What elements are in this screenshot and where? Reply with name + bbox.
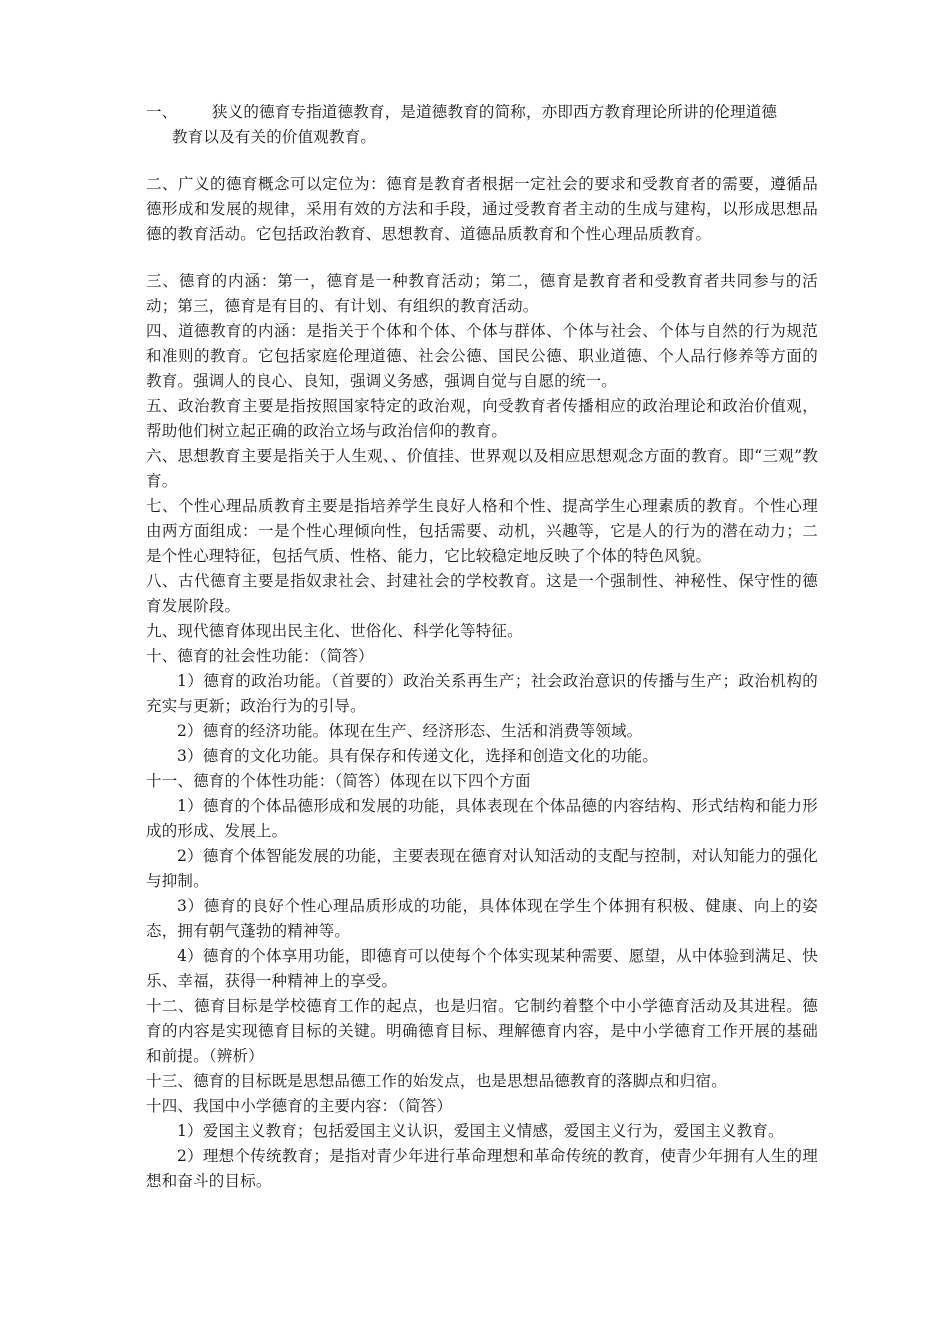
- paragraph-10-item-2: 2）德育的经济功能。体现在生产、经济形态、生活和消费等领域。: [177, 722, 643, 740]
- paragraph-5: 五、政治教育主要是指按照国家特定的政治观，向受教育者传播相应的政治理论和政治价值观，帮助他们树立起正确的政治立场与政治信仰的教育。: [146, 397, 818, 440]
- paragraph-1-body: [212, 100, 818, 125]
- paragraph-8: 八、古代德育主要是指奴隶社会、封建社会的学校教育。这是一个强制性、神秘性、保守性的德育发展阶段。: [146, 572, 818, 615]
- paragraph-9: 九、现代德育体现出民主化、世俗化、科学化等特征。: [146, 622, 523, 640]
- paragraph-14: 十四、我国中小学德育的主要内容：（简答）: [146, 1097, 453, 1115]
- paragraph-11-item-3: 3）德育的良好个性心理品质形成的功能，具体体现在学生个体拥有积极、健康、向上的姿态，拥有朝气蓬勃的精神等。: [146, 897, 818, 940]
- paragraph-10: 十、德育的社会性功能：（简答）: [146, 647, 374, 665]
- paragraph-1-line-2: 教育以及有关的价值观教育。: [172, 128, 377, 146]
- paragraph-11: 十一、德育的个体性功能：（简答）体现在以下四个方面: [146, 772, 531, 790]
- paragraph-14-item-2: 2）理想个传统教育；是指对青少年进行革命理想和革命传统的教育，使青少年拥有人生的理想和奋斗的目标。: [146, 1147, 818, 1190]
- paragraph-1-number: 一、: [146, 103, 178, 121]
- document-page: [146, 100, 818, 1194]
- paragraph-3: 三、德育的内涵：第一，德育是一种教育活动；第二，德育是教育者和受教育者共同参与的活动；第三，德育是有目的、有计划、有组织的教育活动。: [146, 272, 818, 315]
- paragraph-4: 四、道德教育的内涵：是指关于个体和个体、个体与群体、个体与社会、个体与自然的行为规范和准则的教育。它包括家庭伦理道德、社会公德、国民公德、职业道德、个人品行修养等方面的教育。强调人的良心、良知，强调义务感，强调自觉与自愿的统一。: [146, 322, 818, 390]
- paragraph-14-item-1: 1）爱国主义教育；包括爱国主义认识，爱国主义情感，爱国主义行为，爱国主义教育。: [177, 1122, 784, 1140]
- paragraph-7: 七、个性心理品质教育主要是指培养学生良好人格和个性、提高学生心理素质的教育。个性心理由两方面组成：一是个性心理倾向性，包括需要、动机，兴趣等，它是人的行为的潜在动力；二是个性心理特征，包括气质、性格、能力，它比较稳定地反映了个体的特色风貌。: [146, 497, 818, 565]
- paragraph-12: 十二、德育目标是学校德育工作的起点，也是归宿。它制约着整个中小学德育活动及其进程。德育的内容是实现德育目标的关键。明确德育目标、理解德育内容，是中小学德育工作开展的基础和前提。（辨析）: [146, 997, 818, 1065]
- paragraph-10-item-1: 1）德育的政治功能。（首要的）政治关系再生产；社会政治意识的传播与生产；政治机构的充实与更新；政治行为的引导。: [146, 672, 818, 715]
- paragraph-6: 六、思想教育主要是指关于人生观、、价值挂、世界观以及相应思想观念方面的教育。即“三观”教育。: [146, 447, 818, 490]
- paragraph-2: 二、广义的德育概念可以定位为：德育是教育者根据一定社会的要求和受教育者的需要，遵循品德形成和发展的规律，采用有效的方法和手段，通过受教育者主动的生成与建构，以形成思想品德的教育活动。它包括政治教育、思想教育、道德品质教育和个性心理品质教育。: [146, 175, 818, 243]
- paragraph-1-line-1: 狭义的德育专指道德教育，是道德教育的简称，亦即西方教育理论所讲的伦理道德: [212, 103, 778, 121]
- paragraph-11-item-1: 1）德育的个体品德形成和发展的功能，具体表现在个体品德的内容结构、形式结构和能力形成的形成、发展上。: [146, 797, 818, 840]
- paragraph-1: [146, 100, 818, 125]
- paragraph-13: 十三、德育的目标既是思想品德工作的始发点，也是思想品德教育的落脚点和归宿。: [146, 1072, 727, 1090]
- paragraph-11-item-4: 4）德育的个体享用功能，即德育可以使每个个体实现某种需要、愿望，从中体验到满足、快乐、幸福，获得一种精神上的享受。: [146, 947, 818, 990]
- paragraph-11-item-2: 2）德育个体智能发展的功能，主要表现在德育对认知活动的支配与控制，对认知能力的强化与抑制。: [146, 847, 818, 890]
- paragraph-10-item-3: 3）德育的文化功能。具有保存和传递文化，选择和创造文化的功能。: [177, 747, 659, 765]
